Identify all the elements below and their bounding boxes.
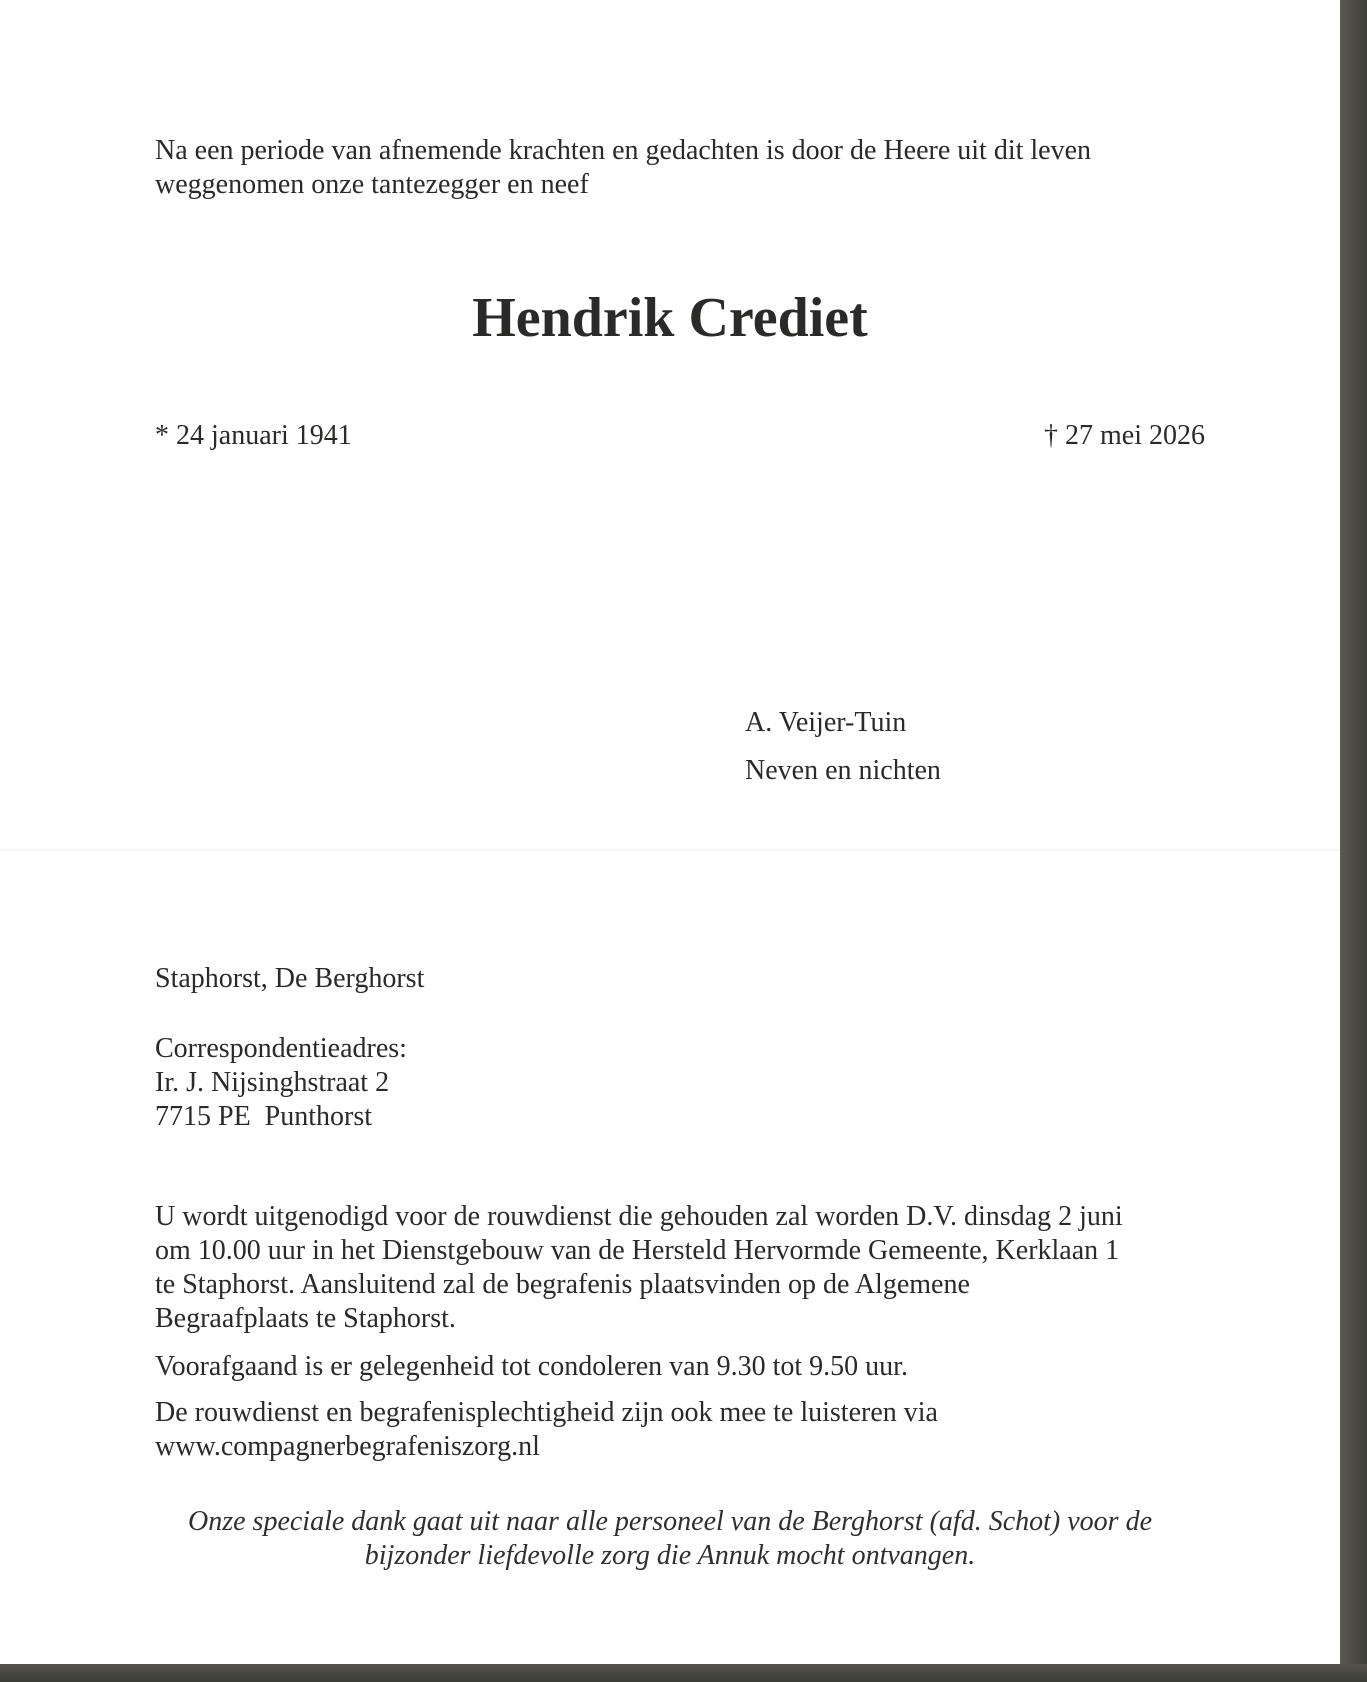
broadcast-url: www.compagnerbegrafeniszorg.nl	[155, 1431, 540, 1462]
broadcast-info	[155, 1396, 938, 1464]
service-line-3: te Staphorst. Aansluitend zal de begrafenis plaatsvinden op de Algemene	[155, 1269, 970, 1300]
condolence-info: Voorafgaand is er gelegenheid tot condoleren van 9.30 tot 9.50 uur.	[155, 1351, 908, 1382]
death-date: † 27 mei 2026	[1044, 420, 1205, 451]
thanks-note	[0, 1505, 1340, 1573]
paper-fold-line	[0, 848, 1340, 852]
thanks-line-2: bijzonder liefdevolle zorg die Annuk mocht ontvangen.	[364, 1540, 976, 1571]
family-line-1: A. Veijer-Tuin	[745, 707, 907, 738]
service-announcement	[155, 1200, 1123, 1336]
service-line-4: Begraafplaats te Staphorst.	[155, 1303, 456, 1334]
correspondence-street: Ir. J. Nijsinghstraat 2	[155, 1067, 390, 1098]
intro-text	[155, 134, 1091, 202]
birth-date: * 24 januari 1941	[155, 420, 352, 451]
deceased-name: Hendrik Crediet	[472, 287, 868, 349]
correspondence-address	[155, 1032, 407, 1134]
correspondence-postal-city: 7715 PE Punthorst	[155, 1101, 373, 1132]
family-line-2: Neven en nichten	[745, 755, 941, 786]
intro-line-2: weggenomen onze tantezegger en neef	[155, 169, 589, 200]
scan-border-bottom	[0, 1664, 1367, 1682]
service-line-2: om 10.00 uur in het Dienstgebouw van de Hersteld Hervormde Gemeente, Kerklaan 1	[155, 1235, 1120, 1266]
family-names	[745, 699, 941, 795]
service-line-1: U wordt uitgenodigd voor de rouwdienst die gehouden zal worden D.V. dinsdag 2 juni	[155, 1201, 1123, 1232]
thanks-line-1: Onze speciale dank gaat uit naar alle personeel van de Berghorst (afd. Schot) voor de	[188, 1506, 1152, 1537]
scan-border-right	[1340, 0, 1367, 1682]
broadcast-line-1: De rouwdienst en begrafenisplechtigheid zijn ook mee te luisteren via	[155, 1397, 938, 1428]
correspondence-label: Correspondentieadres:	[155, 1033, 407, 1064]
residence-place: Staphorst, De Berghorst	[155, 963, 425, 994]
intro-line-1: Na een periode van afnemende krachten en gedachten is door de Heere uit dit leven	[155, 135, 1092, 166]
